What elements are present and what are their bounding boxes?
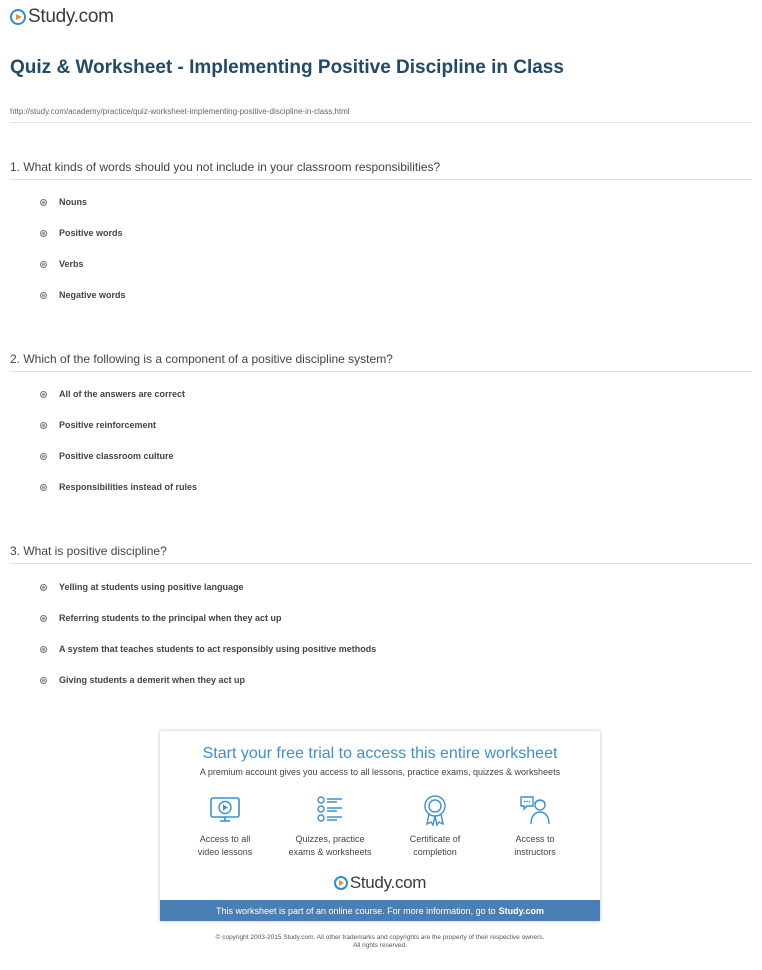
radio-icon[interactable] <box>40 677 47 684</box>
certificate-icon <box>418 793 452 827</box>
feature-instructors <box>480 793 590 859</box>
title-divider <box>10 122 752 123</box>
radio-icon[interactable] <box>40 199 47 206</box>
feature-video-lessons <box>170 793 280 859</box>
logo-text: Study.com <box>28 6 114 27</box>
answer-label: Responsibilities instead of rules <box>59 482 198 492</box>
question-divider <box>10 563 752 564</box>
radio-icon[interactable] <box>40 230 47 237</box>
radio-icon[interactable] <box>40 646 47 653</box>
answer-option[interactable] <box>40 613 282 623</box>
question-divider <box>10 371 752 372</box>
answer-label: Verbs <box>59 259 84 269</box>
play-circle-icon <box>10 9 26 25</box>
page-title: Quiz & Worksheet - Implementing Positive Discipline in Class <box>10 57 564 78</box>
promo-study-logo[interactable] <box>160 873 600 893</box>
radio-icon[interactable] <box>40 615 47 622</box>
instructor-icon <box>518 793 552 827</box>
radio-icon[interactable] <box>40 391 47 398</box>
radio-icon[interactable] <box>40 292 47 299</box>
answer-label: All of the answers are correct <box>59 389 186 399</box>
radio-icon[interactable] <box>40 261 47 268</box>
page-url[interactable]: http://study.com/academy/practice/quiz-worksheet-implementing-positive-discipline-in-class.html <box>10 107 350 116</box>
answer-option[interactable] <box>40 644 376 654</box>
answer-option[interactable] <box>40 675 245 685</box>
play-circle-icon <box>334 876 348 890</box>
answer-option[interactable] <box>40 582 244 592</box>
answer-label: Referring students to the principal when they act up <box>59 613 282 623</box>
answer-label: Giving students a demerit when they act up <box>59 675 246 685</box>
study-logo[interactable] <box>10 6 114 28</box>
promo-subheading: A premium account gives you access to all lessons, practice exams, quizzes & worksheets <box>199 767 561 777</box>
answer-label: Yelling at students using positive language <box>59 582 244 592</box>
answer-option[interactable] <box>40 228 123 238</box>
answer-label: Positive words <box>59 228 123 238</box>
feature-label: Access to instructors <box>514 834 556 857</box>
question-3: 3. What is positive discipline? <box>10 544 167 558</box>
answer-option[interactable] <box>40 482 197 492</box>
radio-icon[interactable] <box>40 484 47 491</box>
feature-certificate <box>380 793 490 859</box>
question-divider <box>10 179 752 180</box>
feature-label: Quizzes, practice exams & worksheets <box>288 834 372 857</box>
answer-label: Nouns <box>59 197 87 207</box>
answer-option[interactable] <box>40 259 84 269</box>
free-trial-promo[interactable] <box>160 731 600 921</box>
answer-option[interactable] <box>40 420 156 430</box>
bar-text: This worksheet is part of an online course. For more information, go to <box>216 905 496 916</box>
feature-label: Certificate of completion <box>409 834 461 857</box>
answer-option[interactable] <box>40 197 87 207</box>
radio-icon[interactable] <box>40 584 47 591</box>
course-info-bar <box>160 900 600 921</box>
answer-option[interactable] <box>40 389 185 399</box>
video-lesson-icon <box>208 793 242 827</box>
answer-label: Positive classroom culture <box>59 451 174 461</box>
promo-heading[interactable]: Start your free trial to access this entire worksheet <box>202 745 558 762</box>
rights-line: All rights reserved. <box>353 942 407 949</box>
copyright-footer <box>160 934 600 950</box>
answer-option[interactable] <box>40 451 174 461</box>
quiz-list-icon <box>313 793 347 827</box>
answer-label: A system that teaches students to act responsibly using positive methods <box>59 644 377 654</box>
copyright-line: © copyright 2003-2015 Study.com. All other trademarks and copyrights are the property of their respective owners. <box>215 934 545 941</box>
answer-label: Positive reinforcement <box>59 420 157 430</box>
feature-quizzes <box>275 793 385 859</box>
feature-label: Access to all video lessons <box>197 834 253 857</box>
question-2: 2. Which of the following is a component of a positive discipline system? <box>10 352 393 366</box>
radio-icon[interactable] <box>40 453 47 460</box>
radio-icon[interactable] <box>40 422 47 429</box>
question-1: 1. What kinds of words should you not include in your classroom responsibilities? <box>10 160 441 174</box>
answer-label: Negative words <box>59 290 126 300</box>
logo-text: Study.com <box>349 873 427 892</box>
study-link[interactable]: Study.com <box>498 905 544 916</box>
answer-option[interactable] <box>40 290 126 300</box>
